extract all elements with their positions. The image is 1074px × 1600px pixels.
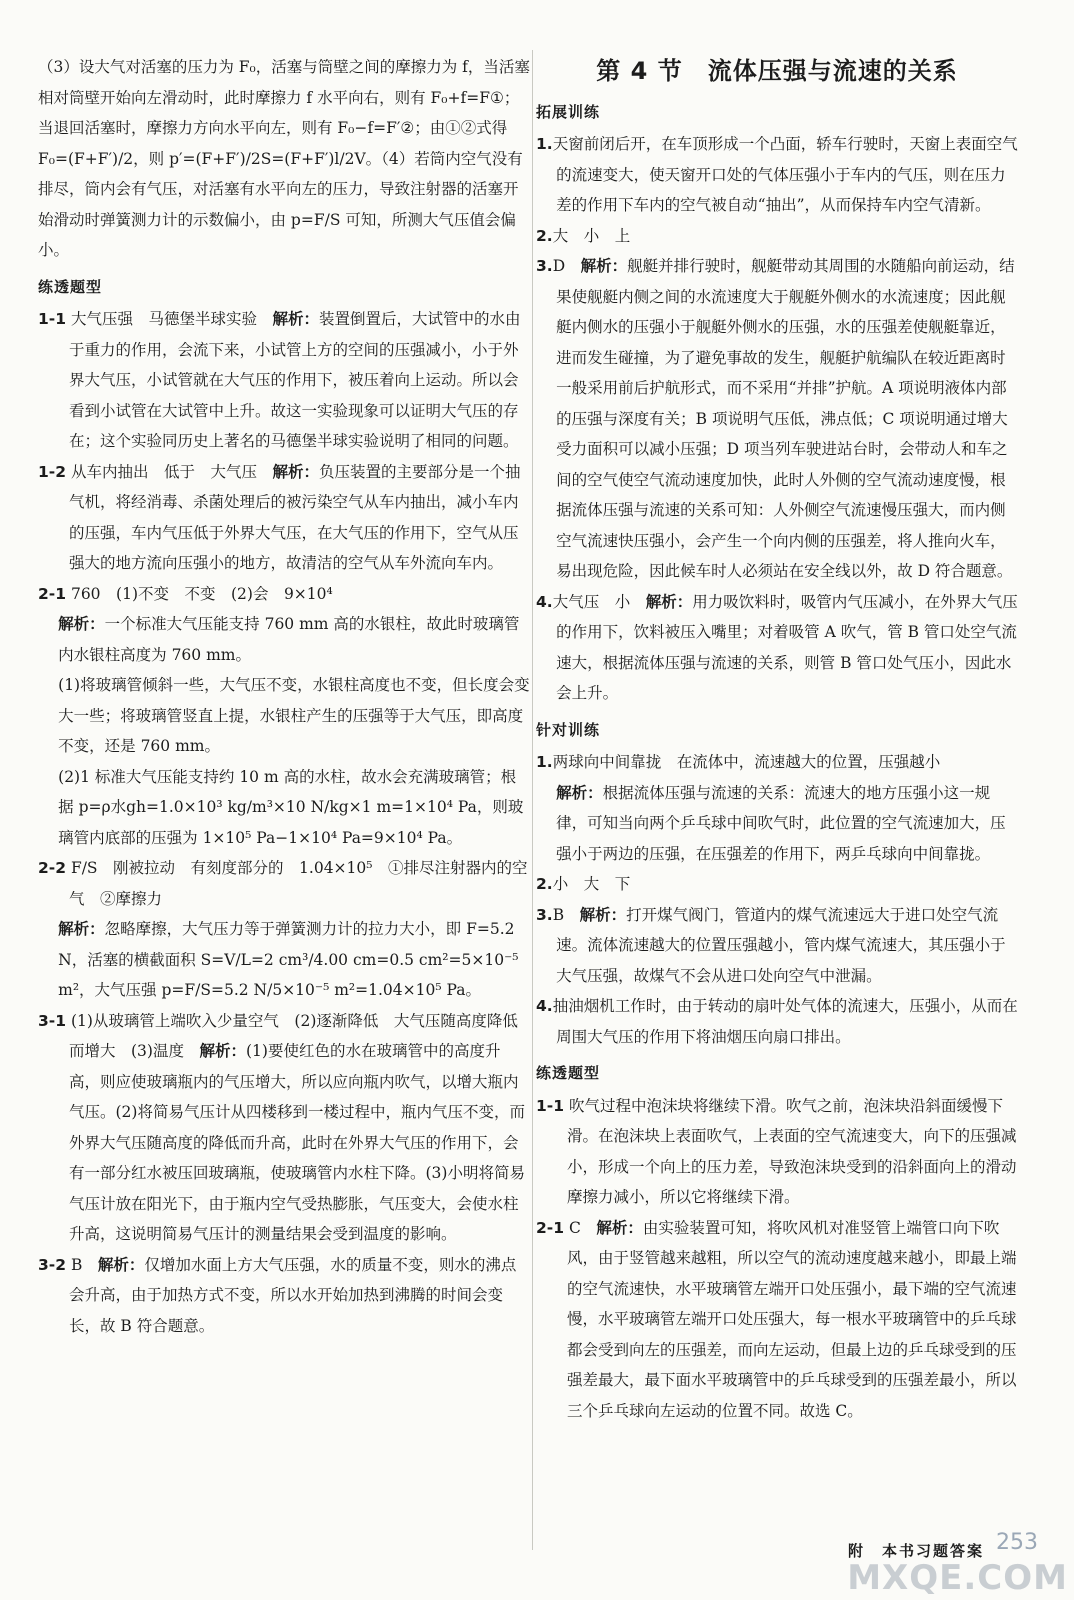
targeted-answer-1-analysis: 解析：根据流体压强与流速的关系：流速大的地方压强小这一规律，可知当向两个乒乓球中间吹气时，此位置的空气流速加大，压强小于两边的压强，在压强差的作用下，两乒乓球向中间靠拢。 [556, 783, 1006, 863]
targeted-answer-3: 3.B 解析：打开煤气阀门，管道内的煤气流速远大于进口处空气流速。流体流速越大的位置压强越小，管内煤气流速大，其压强小于大气压强，故煤气不会从进口处向空气中泄漏。 [536, 905, 1006, 985]
extension-answer-1: 1.天窗前闭后开，在车顶形成一个凸面，轿车行驶时，天窗上表面空气的流速变大，使天窗开口处的气体压强小于车内的气压，则在压力差的作用下车内的空气被自动“抽出”，从而保持车内空气清新。 [536, 135, 1018, 214]
answer-2-1-part1: (1)将玻璃管倾斜一些，大气压不变，水银柱高度也不变，但长度会变大一些；将玻璃管竖直上提，水银柱产生的压强等于大气压，即高度不变，还是 760 mm。 [58, 676, 530, 755]
extension-answer-2: 2.大 小 上 [536, 226, 631, 245]
extension-answer-4: 4.大气压 小 解析：用力吸饮料时，吸管内气压减小，在外界大气压的作用下，饮料被压入嘴里；对着吸管 A 吹气，管 B 管口处空气流速大，根据流体压强与流速的关系，则管 B 管口处气压小，因此水会上升。 [536, 592, 1018, 702]
targeted-answer-1: 1.两球向中间靠拢 在流体中，流速越大的位置，压强越小 [536, 753, 941, 771]
answer-2-1-part2: (2)1 标准大气压能支持约 10 m 高的水柱，故水会充满玻璃管；根据 p=ρ水gh=1.0×10³ kg/m³×10 N/kg×1 m=1×10⁴ Pa，则玻璃管内底部的压强为 1×10⁵ Pa−1×10⁴ Pa=9×10⁴ Pa。 [58, 767, 524, 847]
section-heading-practice: 练透题型 [38, 277, 103, 296]
extension-answer-3: 3.D 解析：舰艇并排行驶时，舰艇带动其周围的水随船向前运动，结果使舰艇内侧之间的水流速度大于舰艇外侧水的水流速度；因此舰艇内侧水的压强小于舰艇外侧水的压强，水的压强差使舰艇靠近，进而发生碰撞，为了避免事故的发生，舰艇护航编队在较近距离时一般采用前后护航形式，而不采用“并排”护航。A 项说明液体内部的压强与深度有关；B 项说明气压低，沸点低；C 项说明通过增大受力面积可以减小压强；D 项当列车驶进站台时，会带动人和车之间的空气使空气流动速度加快，此时人外侧的空气流动速度慢，根据流体压强与流速的关系可知：人外侧空气流速慢压强大，而内侧空气流速快压强小，会产生一个向内侧的压强差，将人推向火车，易出现危险，因此候车时人必须站在安全线以外，故 D 符合题意。 [536, 257, 1015, 580]
page-number: 253 [996, 1530, 1038, 1555]
section-heading-extension: 拓展训练 [536, 102, 601, 121]
section-heading-targeted: 针对训练 [536, 720, 601, 739]
practice-answer-2-1: 2-1 C 解析：由实验装置可知，将吹风机对准竖管上端管口向下吹风，由于竖管越来越粗，所以空气的流动速度越来越小，即最上端的空气流速快，水平玻璃管左端开口处压强小，最下端的空气流速慢，水平玻璃管左端开口处压强大，每一根水平玻璃管中的乒乓球都会受到向左的压强差，而向左运动，但最上边的乒乓球受到的压强差最大，最下面水平玻璃管中的乒乓球受到的压强差最小，所以三个乒乓球向左运动的位置不同。故选 C。 [536, 1218, 1017, 1420]
answer-1-1: 1-1 大气压强 马德堡半球实验 解析：装置倒置后，大试管中的水由于重力的作用，会流下来，小试管上方的空间的压强减小，小于外界大气压，小试管就在大气压的作用下，被压着向上运动。所以会看到小试管在大试管中上升。故这一实验现象可以证明大气压的存在；这个实验同历史上著名的马德堡半球实验说明了相同的问题。 [38, 310, 521, 450]
targeted-answer-2: 2.小 大 下 [536, 875, 631, 893]
answer-3-1: 3-1 (1)从玻璃管上端吹入少量空气 (2)逐渐降低 大气压随高度降低而增大 (3)温度 解析：(1)要使红色的水在玻璃管中的高度升高，则应使玻璃瓶内的气压增大，所以应向瓶内吹气，以增大瓶内气压。(2)将简易气压计从四楼移到一楼过程中，瓶内气压不变，而外界大气压随高度的降低而升高，此时在外界大气压的作用下，会有一部分红水被压回玻璃瓶，使玻璃管内水柱下降。(3)小明将简易气压计放在阳光下，由于瓶内空气受热膨胀，气压变大，会使水柱升高，这说明简易气压计的测量结果会受到温度的影响。 [38, 1011, 525, 1243]
section-heading-practice-2: 练透题型 [536, 1064, 601, 1082]
answer-2-1-analysis: 解析：一个标准大气压能支持 760 mm 高的水银柱，故此时玻璃管内水银柱高度为 760 mm。 [58, 615, 520, 664]
answer-2-2: 2-2 F/S 刚被拉动 有刻度部分的 1.04×10⁵ ①排尽注射器内的空气 ②摩擦力 [38, 859, 528, 908]
answer-3-2: 3-2 B 解析：仅增加水面上方大气压强，水的质量不变，则水的沸点会升高，由于加热方式不变，所以水开始加热到沸腾的时间会变长，故 B 符合题意。 [38, 1255, 517, 1335]
footer-label: 附 本书习题答案 [847, 1542, 984, 1560]
left-column [38, 52, 530, 1341]
watermark-logo: MXQE.COM [847, 1558, 1068, 1598]
answer-1-2: 1-2 从车内抽出 低于 大气压 解析：负压装置的主要部分是一个抽气机，将经消毒、杀菌处理后的被污染空气从车内抽出，减小车内的压强，车内气压低于外界大气压，在大气压的作用下，空气从压强大的地方流向压强小的地方，故清洁的空气从车外流向车内。 [38, 462, 521, 572]
answer-2-2-analysis: 解析：忽略摩擦，大气压力等于弹簧测力计的拉力大小，即 F=5.2 N，活塞的横截面积 S=V/L=2 cm³/4.00 cm=0.5 cm²=5×10⁻⁵ m²，大气压强 p=F/S=5.2 N/5×10⁻⁵ m²=1.04×10⁵ Pa。 [58, 920, 519, 999]
answer-2-1: 2-1 760 (1)不变 不变 (2)会 9×10⁴ [38, 584, 333, 603]
column-divider [532, 50, 533, 1550]
answer-paragraph: （3）设大气对活塞的压力为 F₀，活塞与筒壁之间的摩擦力为 f，当活塞相对筒壁开始向左滑动时，此时摩擦力 f 水平向右，则有 F₀+f=F①；当退回活塞时，摩擦力方向水平向左，则有 F₀−f=F′②；由①②式得 F₀=(F+F′)/2，则 p′=(F+F′)/2S=(F+F′)l/2V。（4）若筒内空气没有排尽，筒内会有气压，对活塞有水平向左的压力，导致注射器的活塞开始滑动时弹簧测力计的示数偏小，由 p=F/S 可知，所测大气压值会偏小。 [38, 58, 530, 259]
targeted-answer-4: 4.抽油烟机工作时，由于转动的扇叶处气体的流速大，压强小，从而在周围大气压的作用下将油烟压向扇口排出。 [536, 997, 1018, 1046]
practice-answer-1-1: 1-1 吹气过程中泡沫块将继续下滑。吹气之前，泡沫块沿斜面缓慢下滑。在泡沫块上表面吹气，上表面的空气流速变大，向下的压强减小，形成一个向上的压力差，导致泡沫块受到的沿斜面向上的滑动摩擦力减小，所以它将继续下滑。 [536, 1096, 1017, 1206]
section-title: 第 4 节 流体压强与流速的关系 [596, 57, 958, 85]
right-column [536, 52, 1018, 1426]
